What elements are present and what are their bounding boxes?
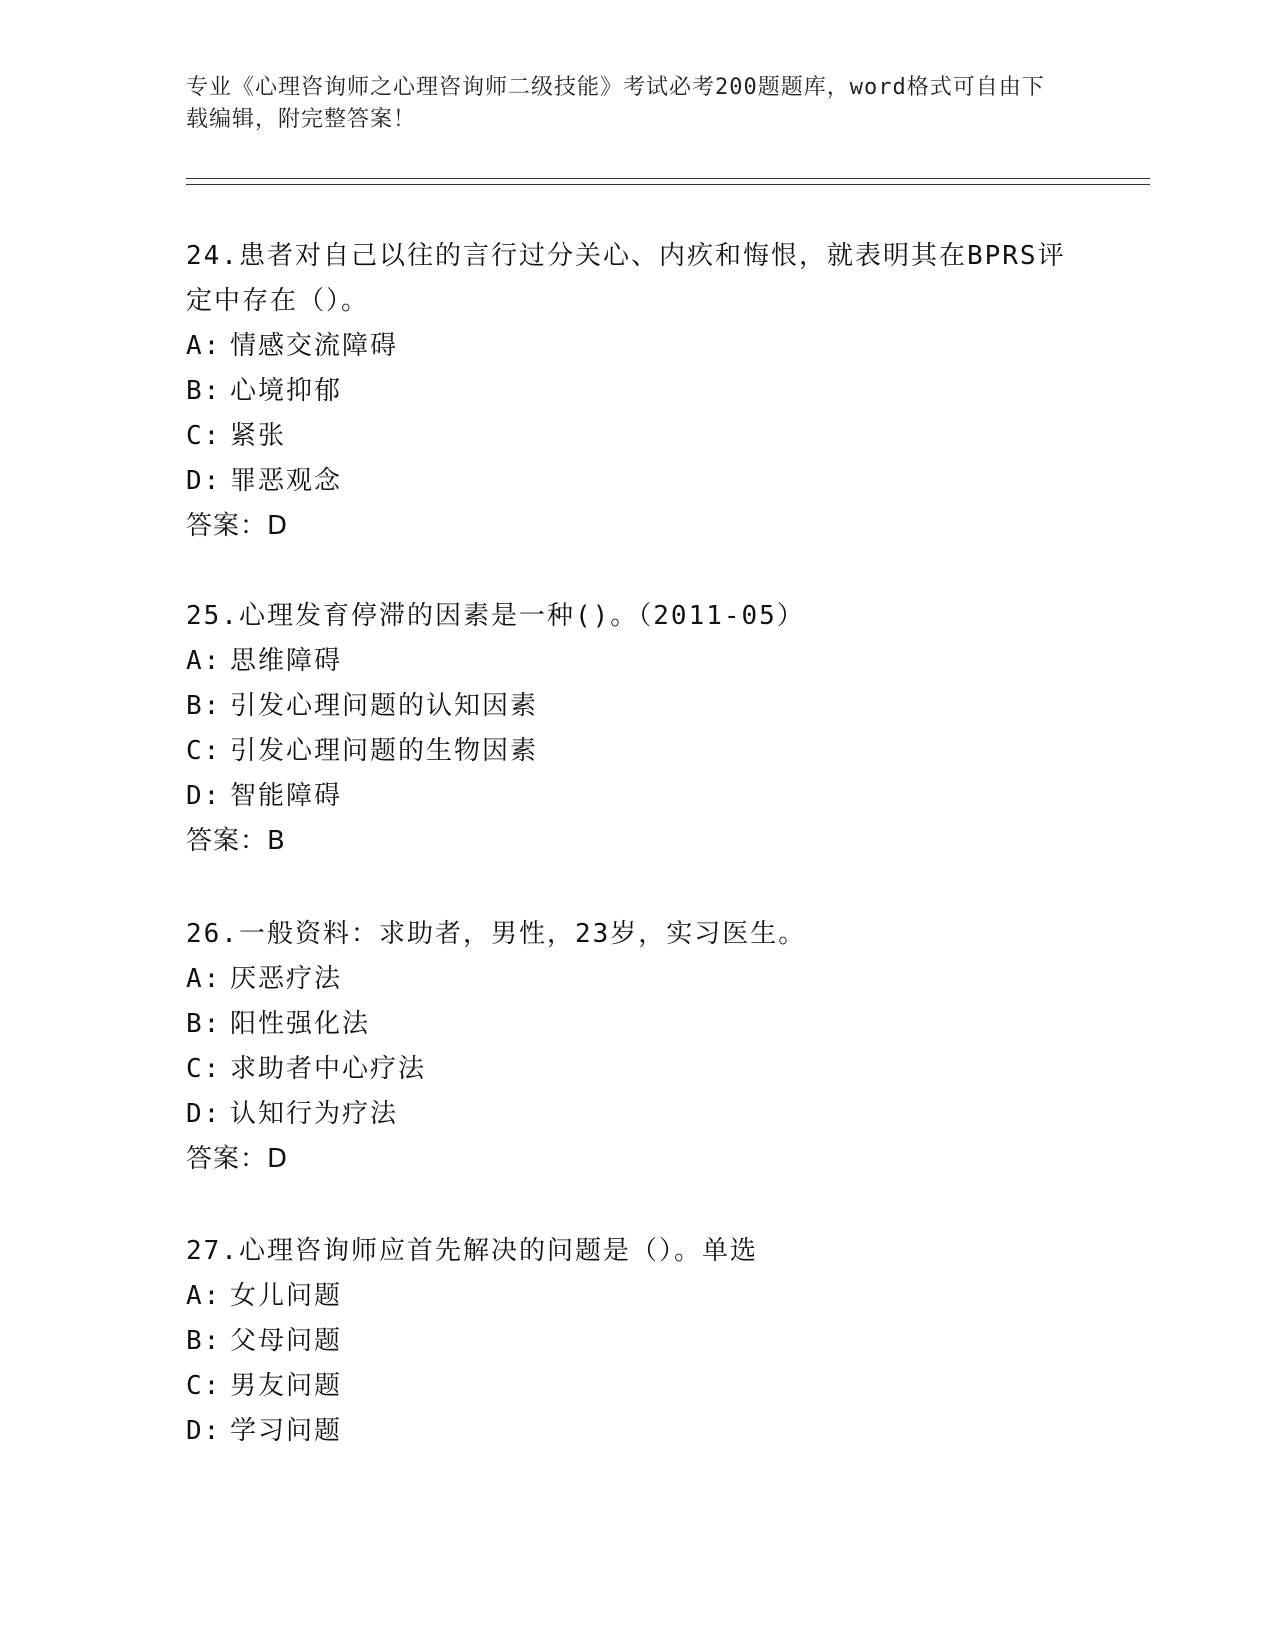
option-d [186,1409,1086,1454]
option-text: 厌恶疗法 [230,964,343,994]
option-c [186,1047,1086,1092]
option-letter: D: [186,1416,222,1446]
option-text: 思维障碍 [230,646,343,676]
option-text: 引发心理问题的生物因素 [230,736,539,766]
question-27 [186,1229,1086,1454]
option-d [186,774,1086,819]
option-letter: B: [186,691,222,721]
option-text: 心境抑郁 [230,376,343,406]
option-letter: C: [186,1054,222,1084]
option-letter: D: [186,466,222,496]
option-text: 紧张 [230,421,287,451]
option-text: 学习问题 [230,1416,343,1446]
answer-label: 答案：B [186,826,286,856]
option-text: 父母问题 [230,1326,343,1356]
answer-label: 答案：D [186,511,289,541]
option-text: 男友问题 [230,1371,343,1401]
option-a [186,639,1086,684]
option-letter: A: [186,1281,222,1311]
option-letter: A: [186,646,222,676]
option-d [186,459,1086,504]
option-letter: B: [186,376,222,406]
option-text: 情感交流障碍 [230,331,399,361]
option-letter: C: [186,421,222,451]
option-letter: C: [186,1371,222,1401]
option-letter: A: [186,964,222,994]
option-a [186,957,1086,1002]
option-text: 阳性强化法 [230,1009,371,1039]
option-c [186,414,1086,459]
option-text: 认知行为疗法 [230,1099,399,1129]
option-letter: D: [186,1099,222,1129]
option-text: 求助者中心疗法 [230,1054,427,1084]
option-letter: B: [186,1009,222,1039]
option-b [186,1002,1086,1047]
question-26 [186,912,1086,1182]
option-c [186,1364,1086,1409]
option-text: 智能障碍 [230,781,343,811]
question-stem: 27.心理咨询师应首先解决的问题是（）。单选 [186,1236,758,1266]
option-letter: A: [186,331,222,361]
answer-label: 答案：D [186,1144,289,1174]
header-divider-top [186,178,1150,179]
option-c [186,729,1086,774]
option-b [186,684,1086,729]
option-a [186,324,1086,369]
option-text: 女儿问题 [230,1281,343,1311]
question-stem: 24.患者对自己以往的言行过分关心、内疚和悔恨，就表明其在BPRS评定中存在（）。 [186,241,1066,316]
option-letter: D: [186,781,222,811]
option-letter: C: [186,736,222,766]
option-text: 引发心理问题的认知因素 [230,691,539,721]
option-a [186,1274,1086,1319]
question-25 [186,594,1086,864]
document-intro: 专业《心理咨询师之心理咨询师二级技能》考试必考200题题库，word格式可自由下载编辑，附完整答案！ [186,75,1045,132]
header-divider-bottom [186,184,1150,185]
option-d [186,1092,1086,1137]
option-b [186,1319,1086,1364]
question-stem: 25.心理发育停滞的因素是一种()。（2011-05） [186,601,805,631]
option-text: 罪恶观念 [230,466,343,496]
option-letter: B: [186,1326,222,1356]
question-stem: 26.一般资料：求助者，男性，23岁，实习医生。 [186,919,807,949]
question-24 [186,234,1086,549]
option-b [186,369,1086,414]
